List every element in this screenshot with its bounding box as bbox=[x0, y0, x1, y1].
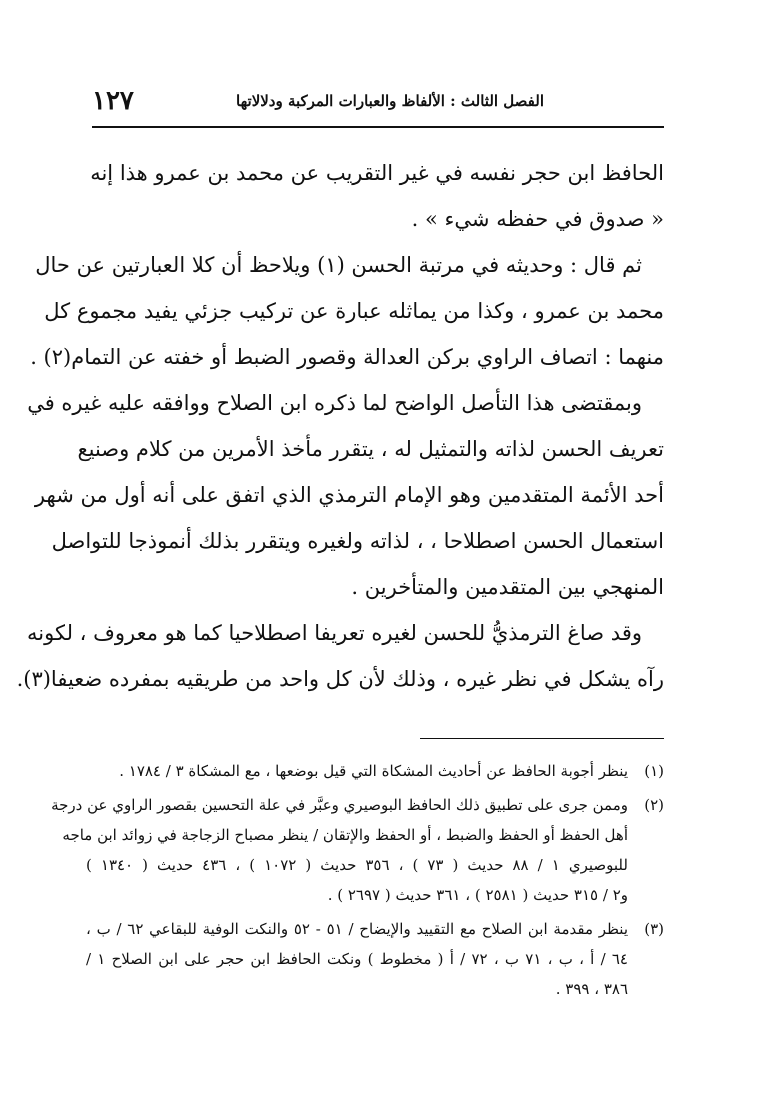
footnote-line: ٣٨٦ ، ٣٩٩ . bbox=[555, 980, 628, 998]
footnote-text: وممن جرى على تطبيق ذلك الحافظ البوصيري وعبَّر في علة التحسين بقصور الراوي عن درجة bbox=[51, 796, 628, 814]
body-line: ثم قال : وحديثه في مرتبة الحسن (١) ويلاحظ أن كلا العبارتين عن حال bbox=[35, 253, 642, 277]
footnote-line: و٢ / ٣١٥ حديث ( ٢٥٨١ ) ، ٣٦١ حديث ( ٢٦٩٧ ) . bbox=[327, 886, 628, 904]
body-text bbox=[16, 150, 664, 702]
body-line: وبمقتضى هذا التأصل الواضح لما ذكره ابن الصلاح ووافقه عليه غيره في bbox=[27, 391, 642, 415]
body-line: المنهجي بين المتقدمين والمتأخرين . bbox=[351, 575, 664, 599]
body-line: الحافظ ابن حجر نفسه في غير التقريب عن محمد بن عمرو هذا إنه bbox=[90, 161, 664, 185]
footnote-text: ينظر مقدمة ابن الصلاح مع التقييد والإيضاح / ٥١ - ٥٢ والنكت الوفية للبقاعي ٦٢ / ب ، bbox=[86, 920, 629, 938]
footnote-3 bbox=[86, 914, 664, 944]
footnote-line: للبوصيري ١ / ٨٨ حديث ( ٧٣ ) ، ٣٥٦ حديث ( ١٠٧٢ ) ، ٤٣٦ حديث ( ١٣٤٠ ) bbox=[86, 856, 628, 874]
body-line: أحد الأئمة المتقدمين وهو الإمام الترمذي الذي اتفق على أنه أول من شهر bbox=[34, 483, 664, 507]
footnotes bbox=[51, 756, 664, 1004]
page-number: ١٢٧ bbox=[92, 86, 134, 116]
body-line: منهما : اتصاف الراوي بركن العدالة وقصور الضبط أو خفته عن التمام(٢) . bbox=[30, 345, 664, 369]
footnote-number: (٢) bbox=[644, 796, 664, 814]
header-rule bbox=[92, 126, 664, 128]
page-header bbox=[92, 80, 664, 124]
body-line: وقد صاغ الترمذيُّ للحسن لغيره تعريفا اصطلاحيا كما هو معروف ، لكونه bbox=[27, 621, 642, 645]
body-line: محمد بن عمرو ، وكذا من يماثله عبارة عن تركيب جزئي يفيد مجموع كل bbox=[44, 299, 664, 323]
footnote-1 bbox=[86, 756, 664, 786]
footnote-line: أهل الحفظ أو الحفظ والضبط ، أو الحفظ والإتقان / ينظر مصباح الزجاجة في زوائد ابن ماجه bbox=[62, 826, 628, 844]
footnote-line: ٦٤ / أ ، ب ، ٧١ ب ، ٧٢ / أ ( مخطوط ) ونكت الحافظ ابن حجر على ابن الصلاح ١ / bbox=[86, 950, 628, 968]
footnote-number: (٣) bbox=[644, 920, 664, 938]
body-line: « صدوق في حفظه شيء » . bbox=[411, 207, 664, 231]
footnote-text: ينظر أجوبة الحافظ عن أحاديث المشكاة التي قيل بوضعها ، مع المشكاة ٣ / ١٧٨٤ . bbox=[119, 762, 628, 780]
footnote-rule bbox=[420, 738, 664, 739]
footnote-number: (١) bbox=[644, 762, 664, 780]
body-line: استعمال الحسن اصطلاحا ، ، لذاته ولغيره ويتقرر بذلك أنموذجا للتواصل bbox=[51, 529, 664, 553]
running-head: الفصل الثالث : الألفاظ والعبارات المركبة ودلالاتها bbox=[236, 92, 544, 110]
footnote-2 bbox=[51, 790, 664, 820]
body-line: رآه يشكل في نظر غيره ، وذلك لأن كل واحد من طريقيه بمفرده ضعيفا(٣). bbox=[16, 667, 664, 691]
body-line: تعريف الحسن لذاته والتمثيل له ، يتقرر مأخذ الأمرين من كلام وصنيع bbox=[77, 437, 664, 461]
